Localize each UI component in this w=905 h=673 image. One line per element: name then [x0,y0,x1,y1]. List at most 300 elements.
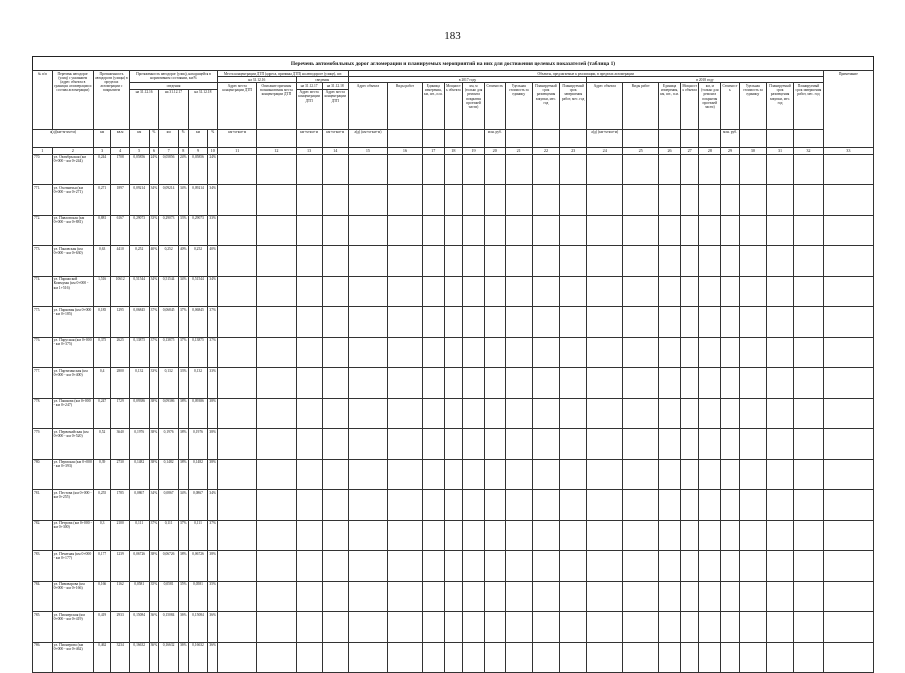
cell-empty [721,185,740,216]
cell-empty [794,612,824,643]
cell-empty [422,490,444,521]
cell-empty [532,429,559,460]
header-causes-dtp: Описание причины возникновения места концентрации ДТП [257,83,296,129]
cell-empty [505,520,532,551]
cell-empty [739,490,766,521]
cell-name: ул. Пионерская (км 0+000 - км 0+419) [52,612,93,643]
header-date-17: на 31.12.17 [159,89,188,129]
header-date-2018: на 31.12.18 [322,83,348,89]
header-num: № п/п [33,71,53,130]
cell-empty [766,246,793,277]
cell-empty [444,307,463,338]
cell-empty [560,398,587,429]
cell-empty [587,398,623,429]
header-address-dtp: Адрес места концентрации ДТП [218,83,257,129]
cell-empty [794,276,824,307]
cell-n: 770. [33,154,53,185]
cell-cp: 38% [208,459,218,490]
cell-c: 0,09386 [188,398,208,429]
cell-empty [823,185,873,216]
unit-empty-11 [680,129,699,147]
cell-empty [739,459,766,490]
cell-n: 784. [33,581,53,612]
cell-bp: 38% [178,429,188,460]
cell-empty [322,398,348,429]
cell-name: ул. Пивоварова (км 0+000 - км 0+166) [52,581,93,612]
cell-empty [484,490,505,521]
cell-empty [218,215,257,246]
cell-empty [444,337,463,368]
unit-empty-12 [699,129,721,147]
document-table-area [32,56,874,652]
cell-area: 2100 [111,520,130,551]
header-date-16: на 31.12.16 [129,89,158,129]
cell-empty [444,215,463,246]
cell-empty [422,246,444,277]
cell-empty [766,215,793,246]
cell-empty [257,398,296,429]
cell-empty [766,337,793,368]
cell-empty [257,520,296,551]
cell-empty [699,429,721,460]
table-row [33,398,874,429]
cell-empty [560,337,587,368]
cell-empty [484,612,505,643]
cell-bp: 33% [178,368,188,399]
cell-empty [794,368,824,399]
cell-empty [218,368,257,399]
cell-empty [623,368,659,399]
unit-addr: а(д)(км+м-км+м) [33,129,94,147]
cell-empty [721,642,740,673]
table-row [33,551,874,582]
cell-empty [296,276,322,307]
cell-empty [699,154,721,185]
cell-empty [444,551,463,582]
cell-empty [348,246,387,277]
cell-empty [623,276,659,307]
cell-a: 0,111 [129,520,149,551]
cell-empty [388,246,423,277]
cell-empty [560,612,587,643]
cell-empty [739,612,766,643]
cell-empty [823,337,873,368]
cell-len: 0,255 [93,490,110,521]
cell-b: 0,15084 [159,612,179,643]
cell-empty [560,581,587,612]
header-date-2017: на 31.12.17 [296,83,322,89]
cell-cp: 33% [208,368,218,399]
cell-empty [296,337,322,368]
cell-empty [444,520,463,551]
cell-len: 0,39 [93,459,110,490]
cell-empty [766,581,793,612]
header-km-repair-2: км, м (только для ремонта покрытия проезжей части) [699,83,721,129]
unit-pct-2: % [178,129,188,147]
cell-empty [699,490,721,521]
table-row [33,276,874,307]
cell-empty [422,581,444,612]
cell-n: 771. [33,185,53,216]
column-number: 33 [823,147,873,154]
cell-empty [699,520,721,551]
cell-b: 0,16632 [159,642,179,673]
cell-empty [560,154,587,185]
cell-empty [322,185,348,216]
header-road-list: Перечень автодорог (улиц) с указанием (адрес объекта в границах агломерации и состава агломерации) [52,71,93,130]
column-number: 30 [739,147,766,154]
cell-b: 0,111 [159,520,179,551]
cell-empty [218,642,257,673]
cell-n: 783. [33,551,53,582]
cell-len: 0,375 [93,337,110,368]
cell-empty [484,185,505,216]
cell-c: 0,05856 [188,154,208,185]
cell-empty [659,551,681,582]
cell-empty [484,520,505,551]
cell-empty [766,459,793,490]
cell-area: 1162 [111,581,130,612]
cell-empty [296,642,322,673]
cell-empty [218,459,257,490]
cell-n: 785. [33,612,53,643]
header-unit-cost: Удельная стоимость за единицу [505,83,532,129]
cell-ap: 40% [149,246,159,277]
cell-empty [623,337,659,368]
cell-empty [463,612,485,643]
cell-empty [484,215,505,246]
cell-empty [532,490,559,521]
cell-len: 0,185 [93,307,110,338]
cell-empty [532,154,559,185]
cell-empty [257,581,296,612]
cell-empty [587,429,623,460]
cell-bp: 35% [178,581,188,612]
cell-empty [721,581,740,612]
cell-bp: 38% [178,398,188,429]
cell-empty [699,307,721,338]
unit-addr-3: а(д) (км+м-км+м) [587,129,623,147]
cell-empty [444,642,463,673]
cell-empty [422,185,444,216]
cell-empty [532,612,559,643]
cell-empty [587,307,623,338]
cell-empty [739,551,766,582]
cell-empty [739,429,766,460]
cell-empty [532,185,559,216]
cell-empty [505,246,532,277]
cell-empty [388,185,423,216]
cell-bp: 36% [178,642,188,673]
cell-a: 0,16632 [129,642,149,673]
cell-empty [484,337,505,368]
cell-empty [680,429,699,460]
cell-empty [587,642,623,673]
cell-empty [794,459,824,490]
cell-empty [680,581,699,612]
cell-empty [739,154,766,185]
cell-empty [257,459,296,490]
cell-empty [699,276,721,307]
cell-empty [348,276,387,307]
cell-empty [505,429,532,460]
cell-empty [532,642,559,673]
cell-empty [388,459,423,490]
cell-ap: 38% [149,551,159,582]
cell-empty [463,490,485,521]
cell-empty [463,337,485,368]
cell-empty [218,612,257,643]
cell-empty [505,642,532,673]
cell-empty [699,368,721,399]
unit-empty-8 [560,129,587,147]
cell-empty [721,246,740,277]
table-title: Перечень автомобильных дорог агломерации и планируемых мероприятий на них для достижения целевых показателей (таблица 1) [32,56,874,70]
cell-empty [218,337,257,368]
cell-empty [388,276,423,307]
header-work-type-2: Виды работ [623,83,659,129]
unit-km: км [93,129,110,147]
cell-empty [659,581,681,612]
cell-empty [505,581,532,612]
cell-empty [444,490,463,521]
table-row [33,337,874,368]
unit-empty-13 [739,129,766,147]
cell-b: 0,1976 [159,429,179,460]
cell-empty [296,551,322,582]
cell-len: 0,52 [93,429,110,460]
cell-empty [322,490,348,521]
cell-c: 0,0867 [188,490,208,521]
cell-empty [823,459,873,490]
cell-empty [463,551,485,582]
cell-empty [348,337,387,368]
cell-cp: 36% [208,642,218,673]
cell-n: 774. [33,276,53,307]
cell-empty [218,520,257,551]
cell-len: 0,177 [93,551,110,582]
cell-empty [623,398,659,429]
cell-empty [296,185,322,216]
cell-empty [739,185,766,216]
column-number: 26 [659,147,681,154]
cell-empty [444,368,463,399]
cell-empty [348,612,387,643]
cell-empty [823,215,873,246]
cell-cp: 37% [208,520,218,551]
cell-empty [721,154,740,185]
cell-ap: 36% [149,642,159,673]
cell-cp: 38% [208,398,218,429]
cell-n: 782. [33,520,53,551]
unit-mln: млн. руб. [484,129,505,147]
cell-empty [463,368,485,399]
cell-len: 0,166 [93,581,110,612]
cell-empty [296,459,322,490]
cell-empty [680,398,699,429]
column-number: 12 [257,147,296,154]
cell-empty [218,429,257,460]
column-number: 13 [296,147,322,154]
cell-empty [348,307,387,338]
cell-name: ул. Пионерова (км 0+000 - км 0+462) [52,642,93,673]
cell-area: 3640 [111,429,130,460]
unit-empty-4 [444,129,463,147]
cell-empty [659,276,681,307]
cell-empty [532,368,559,399]
cell-empty [257,642,296,673]
cell-b: 0,1482 [159,459,179,490]
cell-ap: 33% [149,368,159,399]
cell-empty [721,215,740,246]
cell-cp: 34% [208,276,218,307]
cell-empty [739,215,766,246]
cell-empty [587,276,623,307]
cell-empty [794,246,824,277]
cell-empty [296,398,322,429]
cell-b: 0,29073 [159,215,179,246]
cell-a: 0,13875 [129,337,149,368]
cell-empty [659,398,681,429]
cell-empty [422,307,444,338]
cell-empty [422,520,444,551]
cell-empty [422,612,444,643]
cell-empty [463,520,485,551]
cell-c: 0,06845 [188,307,208,338]
cell-empty [257,154,296,185]
cell-empty [721,490,740,521]
table-row [33,459,874,490]
cell-empty [794,215,824,246]
cell-a: 0,132 [129,368,149,399]
cell-empty [659,642,681,673]
unit-empty-15 [794,129,824,147]
cell-area: 10612 [111,276,130,307]
column-number: 17 [422,147,444,154]
cell-area: 6167 [111,215,130,246]
header-dtp: Места концентрации ДТП (адреса, причины ДТП) на автодороге (улице), шт. [218,71,349,77]
cell-n: 775. [33,307,53,338]
cell-empty [322,246,348,277]
column-number-row [33,147,874,154]
cell-empty [218,551,257,582]
cell-empty [794,185,824,216]
column-number: 8 [178,147,188,154]
cell-empty [766,276,793,307]
cell-bp: 40% [178,246,188,277]
cell-cp: 37% [208,307,218,338]
cell-empty [296,612,322,643]
cell-area: 2730 [111,459,130,490]
cell-b: 0,0581 [159,581,179,612]
cell-empty [587,490,623,521]
cell-empty [388,429,423,460]
cell-empty [532,337,559,368]
cell-empty [422,154,444,185]
cell-empty [766,490,793,521]
cell-empty [699,551,721,582]
cell-empty [444,276,463,307]
cell-empty [296,581,322,612]
cell-empty [484,307,505,338]
cell-empty [680,368,699,399]
header-capacity-2: Мощность объекта [680,83,699,129]
cell-a: 0,252 [129,246,149,277]
cell-empty [505,398,532,429]
cell-empty [680,642,699,673]
cell-empty [659,185,681,216]
cell-empty [484,154,505,185]
column-number: 28 [699,147,721,154]
cell-empty [348,490,387,521]
cell-empty [680,185,699,216]
header-obj-address-2: Адрес объекта [587,83,623,129]
cell-empty [680,307,699,338]
cell-area: 2800 [111,368,130,399]
cell-empty [623,642,659,673]
header-date-dtp-1: на 31.12.16 [218,77,296,83]
cell-empty [823,520,873,551]
column-number: 31 [766,147,793,154]
cell-name: ул. Пермская (км 0+000 - км 0+393) [52,459,93,490]
cell-bp: 38% [178,459,188,490]
cell-empty [721,429,740,460]
cell-empty [739,246,766,277]
page-number: 183 [444,30,461,42]
cell-n: 778. [33,398,53,429]
cell-name: ул. Партизанская (км 0+000 - км 0+400) [52,368,93,399]
cell-empty [505,276,532,307]
cell-empty [766,520,793,551]
cell-empty [560,642,587,673]
cell-empty [348,581,387,612]
cell-ap: 24% [149,154,159,185]
cell-b: 0,09214 [159,185,179,216]
column-number: 2 [52,147,93,154]
cell-c: 0,09214 [188,185,208,216]
column-number: 3 [93,147,110,154]
header-planned-post: Планируемый срок размещения закупки, мес. год [532,83,559,129]
cell-area: 1897 [111,185,130,216]
header-date-18: на 31.12.18 [188,89,217,129]
cell-empty [823,246,873,277]
header-year-2017: в 2017 году [348,77,586,83]
cell-empty [560,185,587,216]
cell-empty [680,612,699,643]
cell-empty [587,246,623,277]
cell-name: ул. Охотничья (км 0+000 - км 0+271) [52,185,93,216]
cell-bp: 36% [178,612,188,643]
cell-bp: 24% [178,154,188,185]
cell-empty [623,215,659,246]
header-normative: Протяженность автодорог (улиц), находящейся в нормативном состоянии, км/% [129,71,217,83]
cell-cp: 24% [208,154,218,185]
cell-cp: 40% [208,246,218,277]
cell-empty [659,459,681,490]
unit-pct-3: % [208,129,218,147]
cell-empty [422,642,444,673]
header-obj-address: Адрес объекта [348,83,387,129]
header-address-3: Адрес места концентрации ДТП [322,89,348,129]
unit-empty-5 [463,129,485,147]
cell-bp: 34% [178,185,188,216]
cell-empty [322,551,348,582]
cell-empty [823,642,873,673]
cell-len: 0,3 [93,520,110,551]
header-note: Примечание [823,71,873,148]
cell-ap: 34% [149,490,159,521]
cell-empty [322,429,348,460]
